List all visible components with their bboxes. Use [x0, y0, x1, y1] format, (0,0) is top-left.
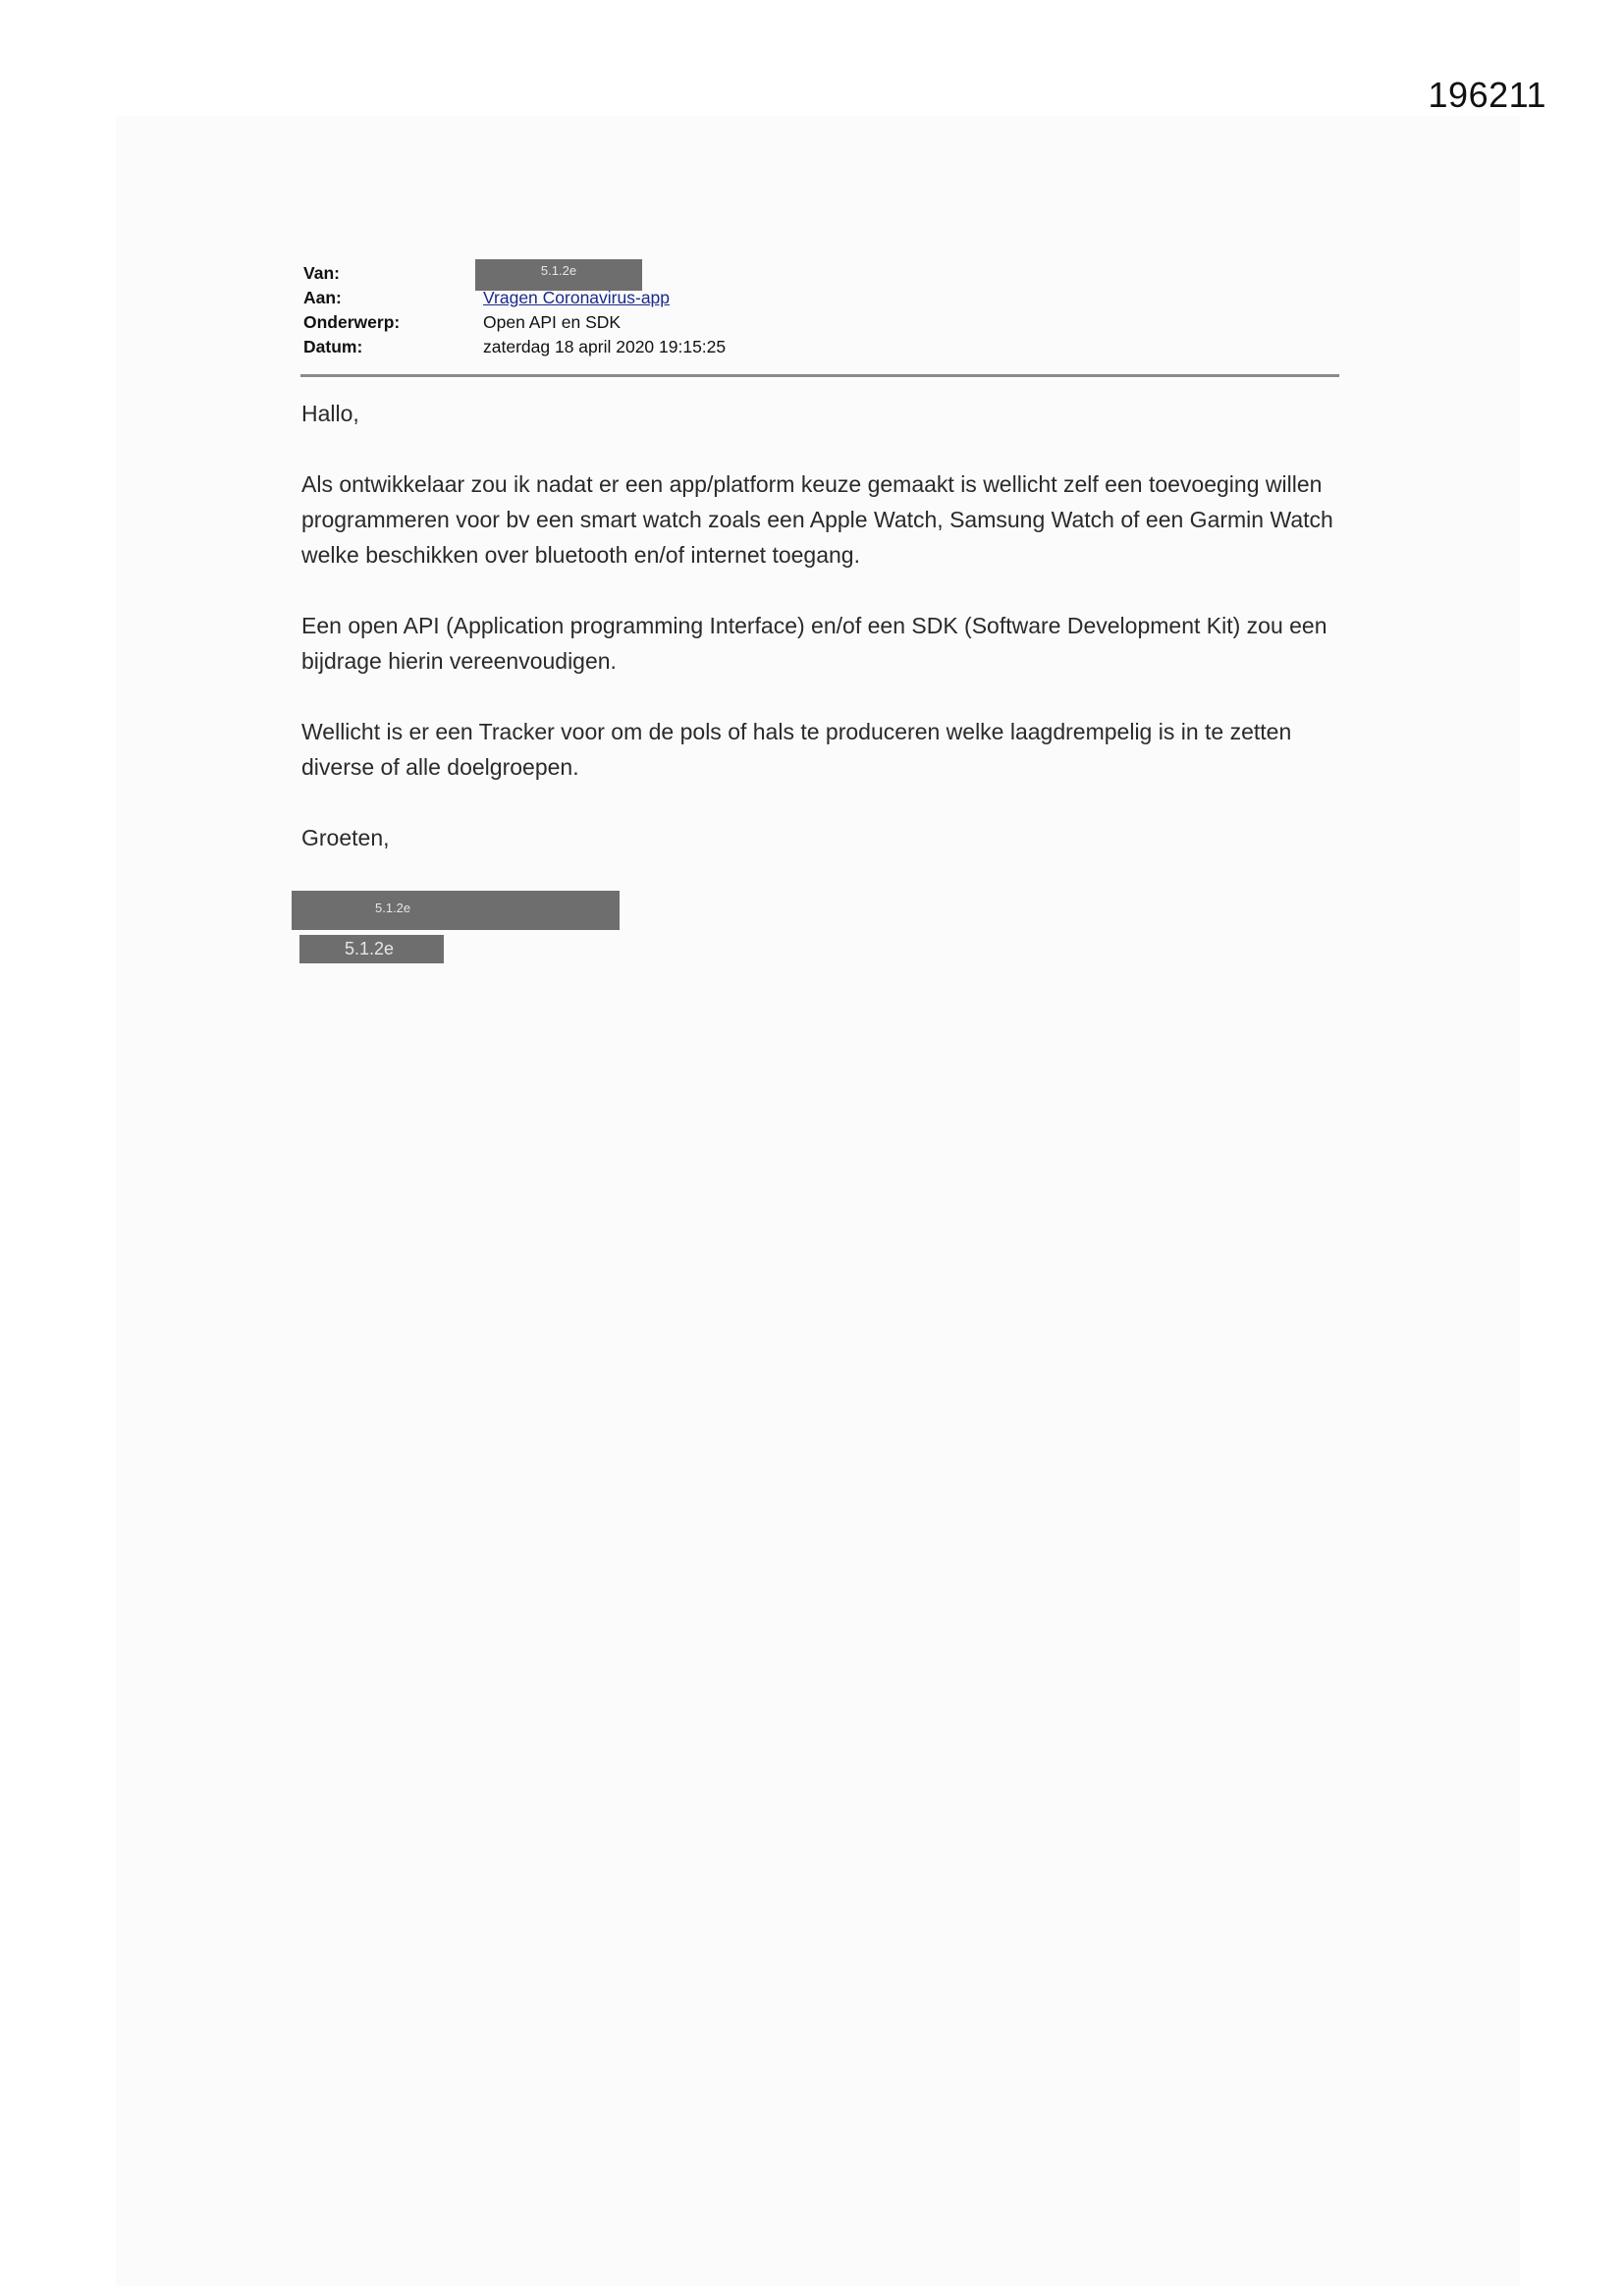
closing: Groeten,: [301, 825, 390, 850]
body-paragraph-3: Wellicht is er een Tracker voor om de pols of hals te produceren welke laagdrempelig is in te zetten diverse of alle doelgroepen.: [301, 719, 1292, 780]
header-row-subject: [303, 310, 1334, 335]
body-paragraph-2: Een open API (Application programming Interface) en/of een SDK (Software Development Kit) zou een bijdrage hierin vereenvoudigen.: [301, 613, 1327, 674]
email-body: [301, 396, 1342, 891]
to-link[interactable]: Vragen Coronavirus-app: [483, 288, 671, 307]
from-label: Van:: [303, 263, 340, 283]
email-header: [303, 261, 1334, 359]
signature-redaction-name: 5.1.2e: [292, 891, 620, 930]
header-row-from: [303, 261, 1334, 286]
body-paragraph-1: Als ontwikkelaar zou ik nadat er een app/platform keuze gemaakt is wellicht zelf een toevoeging willen programmeren voor bv een smart watch zoals een Apple Watch, Samsung Watch of een Garmin Watch welke beschikken over bluetooth en/of internet toegang.: [301, 471, 1333, 568]
subject-label: Onderwerp:: [303, 312, 401, 332]
subject-value: Open API en SDK: [483, 312, 622, 332]
header-row-date: [303, 335, 1334, 359]
to-label: Aan:: [303, 288, 342, 307]
signature-redaction-second: 5.1.2e: [299, 935, 444, 963]
date-value: zaterdag 18 april 2020 19:15:25: [483, 337, 727, 356]
document-number: 196211: [1428, 75, 1546, 115]
date-label: Datum:: [303, 337, 363, 356]
greeting: Hallo,: [301, 401, 359, 426]
header-row-to: [303, 286, 1334, 310]
from-redaction: 5.1.2e: [475, 259, 642, 291]
header-divider: [300, 374, 1339, 377]
